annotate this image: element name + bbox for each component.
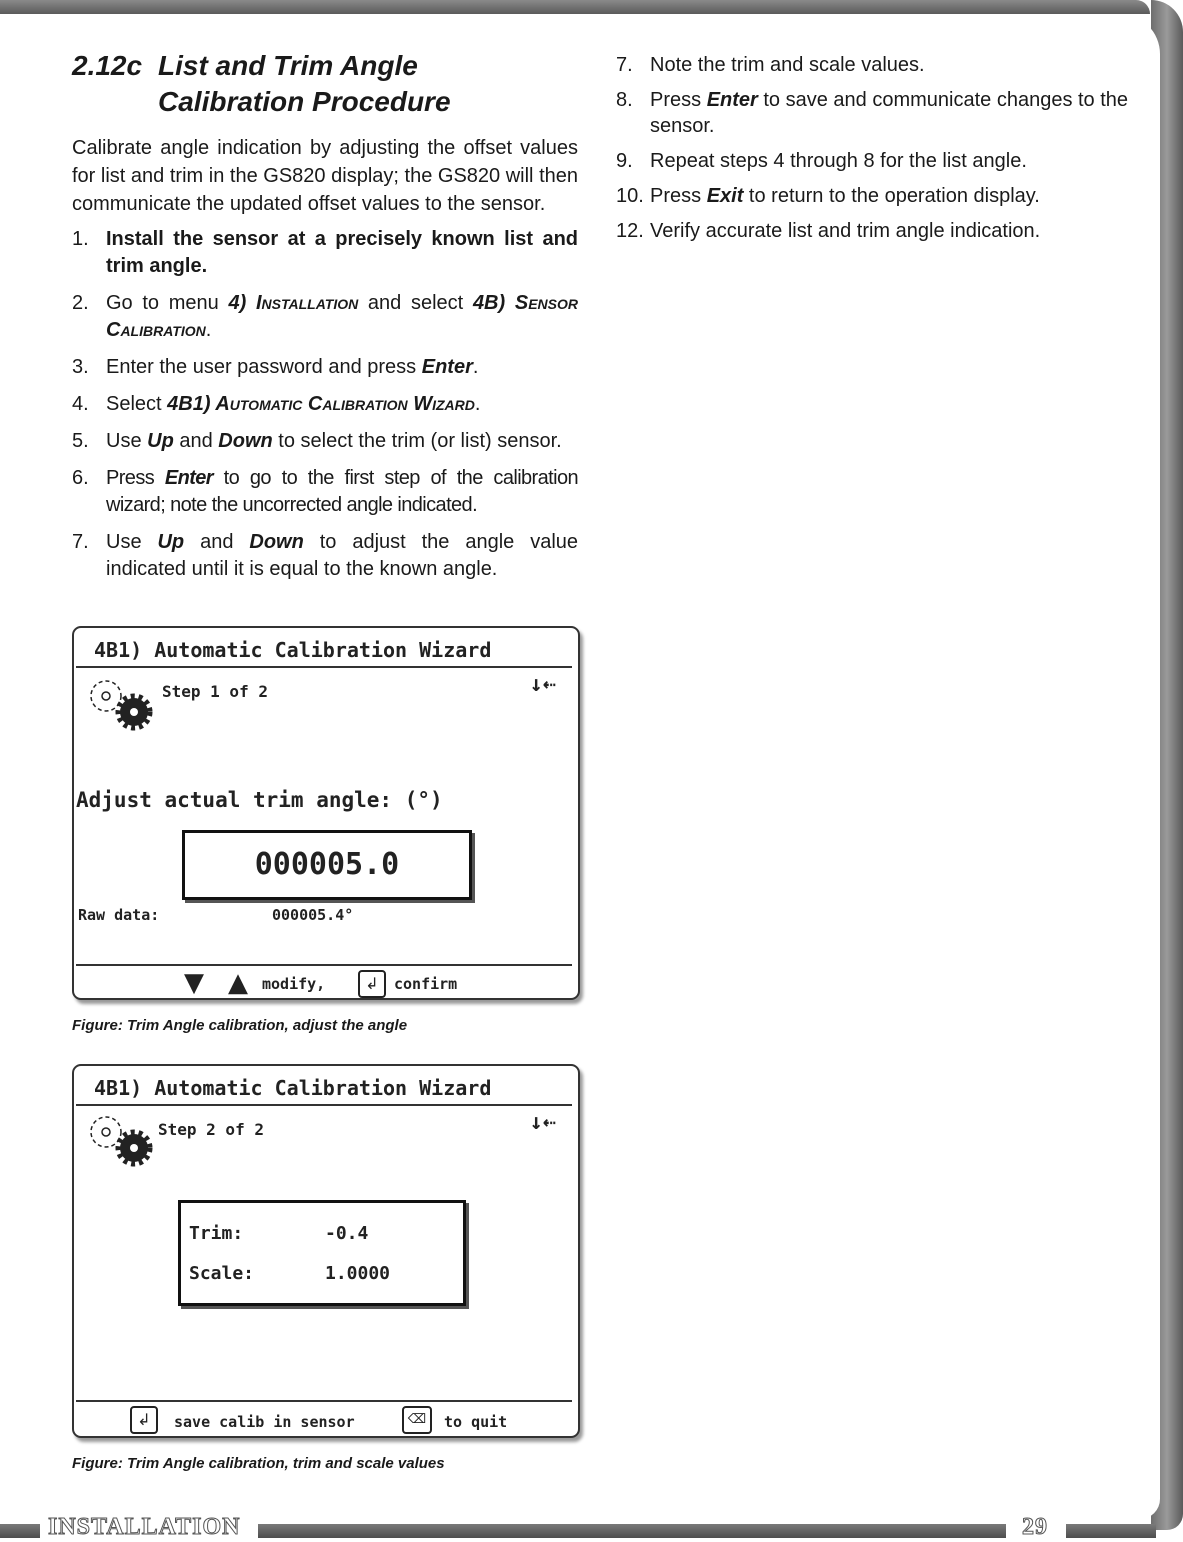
scale-value: 1.0000 xyxy=(325,1263,391,1284)
enter-key-icon[interactable]: ↲ xyxy=(130,1406,158,1434)
left-column xyxy=(72,48,578,593)
list-item: 2. Go to menu 4) Installation and select 4B) Sensor Calibration. xyxy=(72,292,578,341)
list-item: 8. Press Enter to save and communicate changes to the sensor. xyxy=(616,89,1129,137)
angle-value-field[interactable]: 000005.0 xyxy=(182,830,472,900)
footer-bar xyxy=(0,1524,40,1538)
up-arrow-icon[interactable]: ▲ xyxy=(228,968,248,998)
gears-icon xyxy=(80,674,156,734)
footer-bar xyxy=(1066,1524,1156,1538)
divider xyxy=(76,666,572,668)
raw-data-value: 000005.4° xyxy=(272,906,354,924)
list-item: 4. Select 4B1) Automatic Calibration Wizard. xyxy=(72,393,481,415)
confirm-label: confirm xyxy=(394,975,458,993)
list-item: 9. Repeat steps 4 through 8 for the list angle. xyxy=(616,150,1027,172)
modify-label: modify, xyxy=(262,975,326,993)
step-indicator: Step 1 of 2 xyxy=(162,682,268,701)
list-item: 6. Press Enter to go to the first step of the calibration wizard; note the uncorrected angle indicated. xyxy=(72,467,578,516)
calibration-screen-step2 xyxy=(72,1064,580,1438)
down-arrow-icon[interactable]: ▼ xyxy=(184,968,204,998)
list-item: 5. Use Up and Down to select the trim (or list) sensor. xyxy=(72,430,562,452)
section-number: 2.12c xyxy=(72,50,143,81)
sensor-signal-icon: ↓⇠ xyxy=(529,672,556,697)
adjust-prompt: Adjust actual trim angle: (°) xyxy=(76,788,443,812)
list-item: 7. Use Up and Down to adjust the angle value indicated until it is equal to the known angle. xyxy=(72,531,579,580)
divider xyxy=(76,964,572,966)
divider xyxy=(76,1104,572,1106)
divider xyxy=(76,1400,572,1402)
step-indicator: Step 2 of 2 xyxy=(158,1120,264,1139)
list-item: 3. Enter the user password and press Enter. xyxy=(72,356,479,378)
list-item: 7. Note the trim and scale values. xyxy=(616,54,925,76)
screen-title: 4B1) Automatic Calibration Wizard xyxy=(94,638,492,662)
section-title: List and Trim Angle Calibration Procedure xyxy=(158,50,451,117)
trim-value: -0.4 xyxy=(325,1223,369,1244)
screen-title: 4B1) Automatic Calibration Wizard xyxy=(94,1076,492,1100)
section-heading xyxy=(72,48,578,120)
list-item: 10. Press Exit to return to the operation display. xyxy=(616,185,1040,207)
figure-caption: Figure: Trim Angle calibration, trim and scale values xyxy=(72,1455,445,1472)
right-column xyxy=(616,52,1136,253)
intro-paragraph: Calibrate angle indication by adjusting the offset values for list and trim in the GS820 display; the GS820 will then communicate the updated offset values to the sensor. xyxy=(72,137,578,215)
enter-key-icon[interactable]: ↲ xyxy=(358,970,386,998)
scale-label: Scale: xyxy=(189,1263,255,1284)
footer-section: INSTALLATION xyxy=(48,1514,241,1540)
quit-label: to quit xyxy=(444,1413,508,1431)
calibration-screen-step1 xyxy=(72,626,580,1000)
trim-scale-box xyxy=(178,1200,466,1306)
steps-list-continued xyxy=(616,52,1136,244)
trim-label: Trim: xyxy=(189,1223,244,1244)
list-item: 1. Install the sensor at a precisely known list and trim angle. xyxy=(72,228,578,277)
figure-caption: Figure: Trim Angle calibration, adjust the angle xyxy=(72,1017,408,1034)
gears-icon xyxy=(80,1110,156,1170)
footer-bar xyxy=(258,1524,1006,1538)
save-calib-label: save calib in sensor xyxy=(174,1413,355,1431)
backspace-key-icon[interactable]: ⌫ xyxy=(402,1406,432,1434)
page-number: 29 xyxy=(1022,1514,1048,1540)
sensor-signal-icon: ↓⇠ xyxy=(529,1110,556,1135)
steps-list xyxy=(72,226,578,583)
page-frame-top xyxy=(0,0,1150,14)
list-item: 12. Verify accurate list and trim angle indication. xyxy=(616,220,1041,242)
raw-data-label: Raw data: xyxy=(78,906,160,924)
